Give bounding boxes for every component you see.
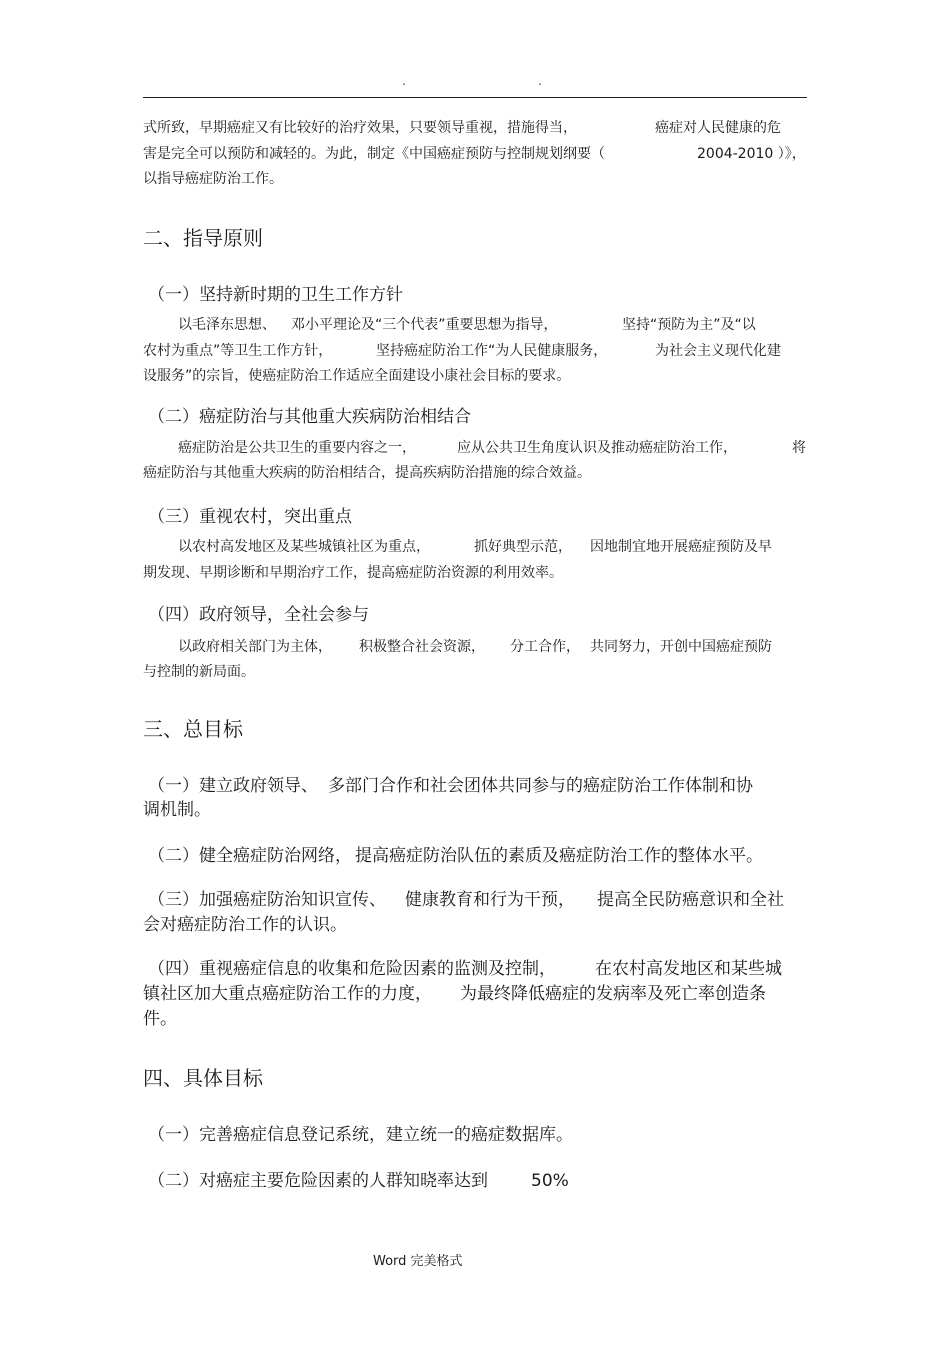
body-text-line: 分工合作，	[510, 639, 580, 655]
section-heading: 四、具体目标	[143, 1066, 263, 1090]
subsection-heading: （一）坚持新时期的卫生工作方针	[148, 285, 403, 305]
body-text-line: 抓好典型示范，	[474, 539, 572, 555]
body-text-line: 坚持癌症防治工作“为人民健康服务，	[376, 343, 608, 359]
subsection-heading: （二）癌症防治与其他重大疾病防治相结合	[148, 407, 471, 427]
section-heading: 二、指导原则	[143, 226, 263, 250]
goal-text-line: 提高全民防癌意识和全社	[597, 890, 784, 910]
body-text-line: 坚持“预防为主”及“以	[622, 317, 756, 333]
goal-text-line: 件。	[143, 1009, 177, 1029]
body-text-line: 农村为重点”等卫生工作方针，	[143, 343, 333, 359]
header-rule	[143, 97, 807, 98]
goal-text-line: 50%	[531, 1171, 569, 1191]
goal-text-line: （一）完善癌症信息登记系统，建立统一的癌症数据库。	[148, 1125, 573, 1145]
body-text-line: 害是完全可以预防和减轻的。为此，制定《中国癌症预防与控制规划纲要（	[143, 146, 605, 162]
header-dot-left: .	[402, 74, 406, 88]
section-heading: 三、总目标	[143, 717, 243, 741]
body-text-line: 癌症防治是公共卫生的重要内容之一，	[178, 440, 416, 456]
body-text-line: 将	[792, 440, 806, 456]
subsection-heading: （三）重视农村，突出重点	[148, 507, 352, 527]
goal-text-line: （四）重视癌症信息的收集和危险因素的监测及控制，	[148, 959, 556, 979]
footer-text: Word 完美格式	[373, 1254, 463, 1269]
body-text-line: 为社会主义现代化建	[655, 343, 781, 359]
goal-text-line: （二）健全癌症防治网络，	[148, 846, 352, 866]
goal-text-line: （三）加强癌症防治知识宣传、	[148, 890, 386, 910]
goal-text-line: 在农村高发地区和某些城	[595, 959, 782, 979]
goal-text-line: 多部门合作和社会团体共同参与的癌症防治工作体制和协	[328, 776, 753, 796]
goal-text-line: 提高癌症防治队伍的素质及癌症防治工作的整体水平。	[355, 846, 763, 866]
body-text-line: 邓小平理论及“三个代表”重要思想为指导，	[291, 317, 558, 333]
goal-text-line: （二）对癌症主要危险因素的人群知晓率达到	[148, 1171, 488, 1191]
goal-text-line: 镇社区加大重点癌症防治工作的力度，	[143, 984, 432, 1004]
body-text-line: 设服务”的宗旨，使癌症防治工作适应全面建设小康社会目标的要求。	[143, 368, 571, 384]
body-text-line: 共同努力，开创中国癌症预防	[590, 639, 772, 655]
body-text-line: 以政府相关部门为主体，	[178, 639, 332, 655]
body-text-line: 2004-2010 ）》，	[697, 146, 806, 162]
body-text-line: 癌症防治与其他重大疾病的防治相结合，提高疾病防治措施的综合效益。	[143, 465, 591, 481]
body-text-line: 应从公共卫生角度认识及推动癌症防治工作，	[457, 440, 737, 456]
body-text-line: 以毛泽东思想、	[178, 317, 276, 333]
body-text-line: 积极整合社会资源，	[359, 639, 485, 655]
header-dot-right: .	[538, 74, 542, 88]
body-text-line: 期发现、早期诊断和早期治疗工作，提高癌症防治资源的利用效率。	[143, 565, 563, 581]
body-text-line: 癌症对人民健康的危	[655, 120, 781, 136]
body-text-line: 式所致，早期癌症又有比较好的治疗效果，只要领导重视，措施得当，	[143, 120, 577, 136]
body-text-line: 以农村高发地区及某些城镇社区为重点，	[178, 539, 430, 555]
goal-text-line: （一）建立政府领导、	[148, 776, 318, 796]
subsection-heading: （四）政府领导，全社会参与	[148, 605, 369, 625]
goal-text-line: 调机制。	[143, 800, 211, 820]
body-text-line: 以指导癌症防治工作。	[143, 171, 283, 187]
goal-text-line: 健康教育和行为干预，	[405, 890, 575, 910]
body-text-line: 因地制宜地开展癌症预防及早	[590, 539, 772, 555]
goal-text-line: 会对癌症防治工作的认识。	[143, 915, 347, 935]
goal-text-line: 为最终降低癌症的发病率及死亡率创造条	[460, 984, 766, 1004]
body-text-line: 与控制的新局面。	[143, 664, 255, 680]
